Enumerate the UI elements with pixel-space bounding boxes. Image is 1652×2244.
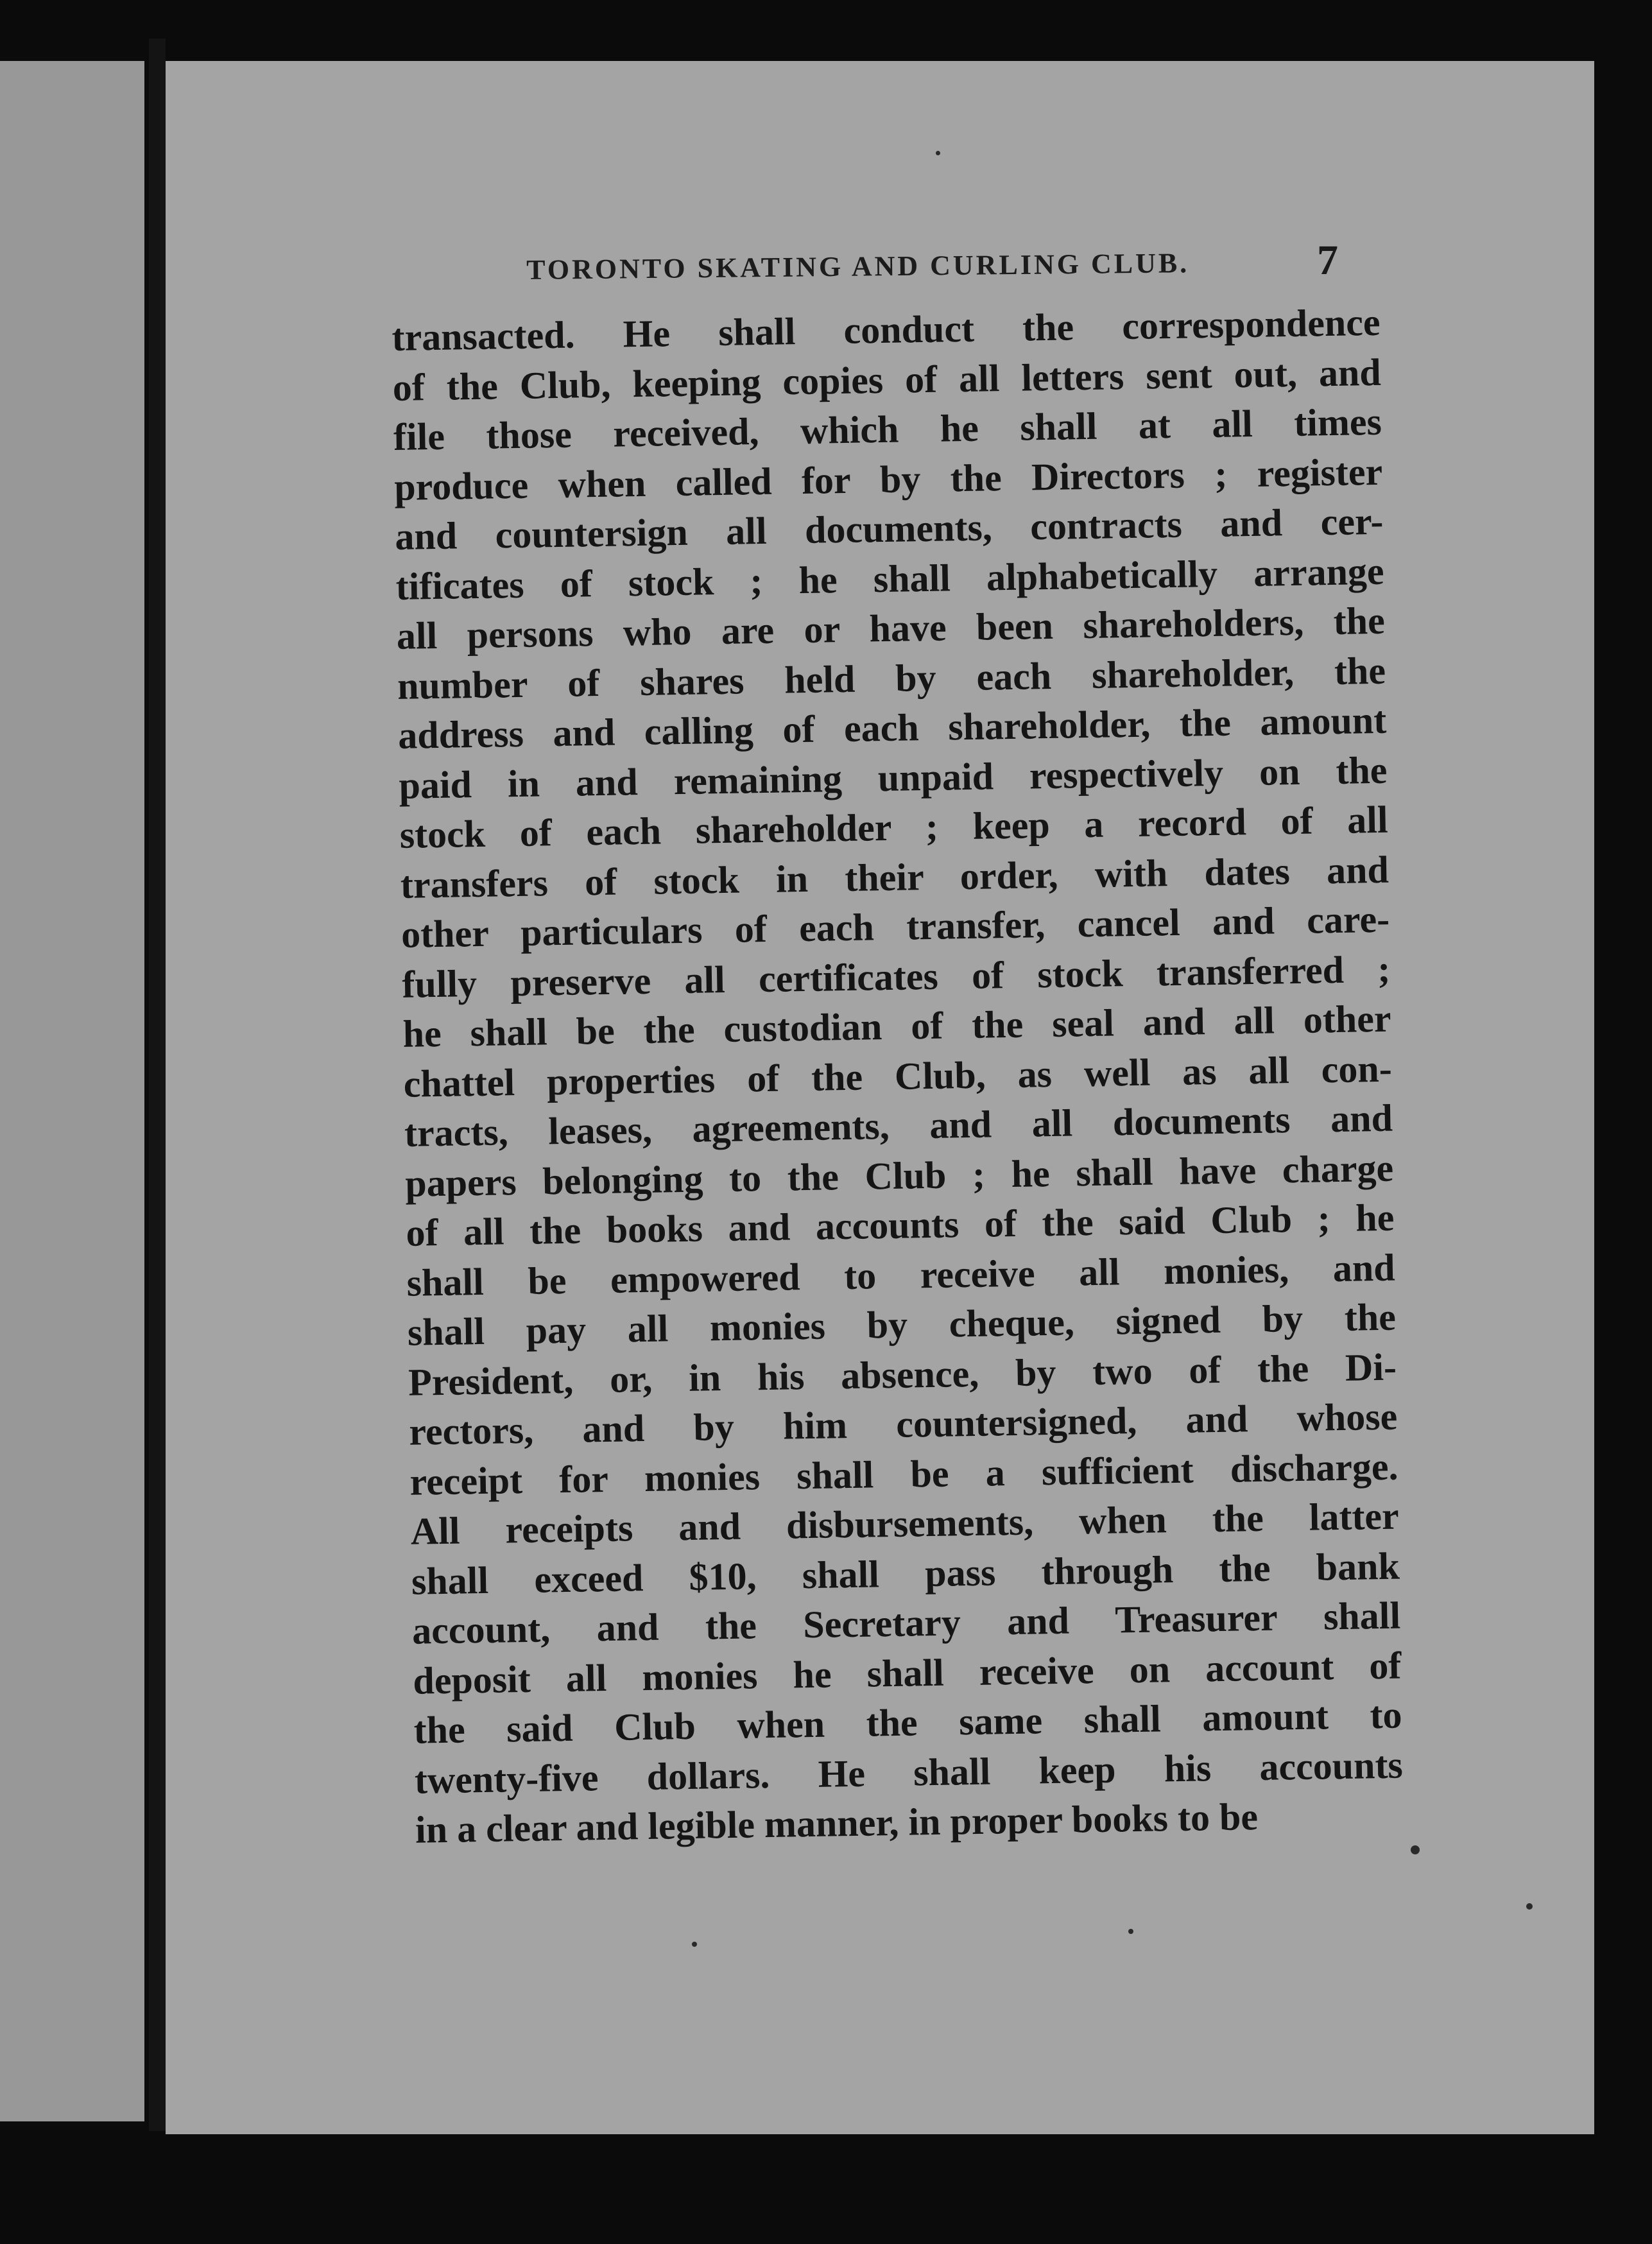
text-line: the said Club when the same shall amount to — [413, 1693, 1403, 1752]
text-line: file those received, which he shall at all times — [393, 400, 1382, 458]
text-line: tracts, leases, agreements, and all documents and — [404, 1096, 1393, 1155]
text-line: rectors, and by him countersigned, and whose — [408, 1395, 1398, 1453]
text-line: in a clear and legible manner, in proper books to be — [415, 1795, 1259, 1851]
running-head: TORONTO SKATING AND CURLING CLUB. — [526, 247, 1190, 286]
text-line: transfers of stock in their order, with dates and — [400, 848, 1390, 906]
text-line: tificates of stock ; he shall alphabetically arrange — [395, 549, 1385, 608]
adjacent-page-edge — [0, 61, 144, 2121]
text-line: paid in and remaining unpaid respectively on the — [399, 748, 1388, 807]
text-line: stock of each shareholder ; keep a record of all — [399, 798, 1389, 856]
page-number: 7 — [1317, 237, 1338, 284]
text-line: papers belonging to the Club ; he shall have charge — [404, 1146, 1394, 1205]
binding-gutter — [149, 39, 166, 2131]
text-line: President, or, in his absence, by two of the Di- — [408, 1345, 1397, 1404]
text-line: of all the books and accounts of the said Club ; he — [405, 1196, 1395, 1254]
text-line: deposit all monies he shall receive on account of — [412, 1644, 1402, 1702]
text-line: shall exceed $10, shall pass through the bank — [411, 1544, 1400, 1603]
text-line: address and calling of each shareholder, the amount — [397, 698, 1387, 757]
text-line: fully preserve all certificates of stock transferred ; — [401, 947, 1391, 1006]
text-line: he shall be the custodian of the seal and all other — [402, 997, 1391, 1055]
text-line: receipt for monies shall be a sufficient discharge. — [409, 1445, 1398, 1503]
text-line: of the Club, keeping copies of all letters sent out, and — [392, 350, 1382, 409]
body-text — [391, 298, 1404, 1855]
text-line: and countersign all documents, contracts and cer- — [394, 499, 1384, 558]
text-line: number of shares held by each shareholder, the — [397, 649, 1386, 707]
text-line: all persons who are or have been shareholders, the — [396, 599, 1386, 657]
text-line: transacted. He shall conduct the correspondence — [391, 300, 1381, 359]
paper-speck — [1526, 1903, 1533, 1910]
paper-speck — [1128, 1929, 1133, 1934]
text-line: other particulars of each transfer, cancel and care- — [400, 897, 1390, 956]
paper-speck — [1411, 1845, 1420, 1854]
text-line: shall be empowered to receive all monies, and — [406, 1246, 1396, 1304]
text-line: shall pay all monies by cheque, signed by the — [407, 1295, 1397, 1354]
text-line: chattel properties of the Club, as well as all con- — [403, 1047, 1393, 1105]
text-line: produce when called for by the Directors ; register — [393, 450, 1383, 508]
paper-speck — [692, 1942, 697, 1947]
text-line: account, and the Secretary and Treasurer shall — [411, 1594, 1401, 1652]
text-line: All receipts and disbursements, when the latter — [410, 1494, 1400, 1553]
text-line: twenty-five dollars. He shall keep his accounts — [414, 1743, 1404, 1802]
paper-speck — [936, 151, 940, 155]
